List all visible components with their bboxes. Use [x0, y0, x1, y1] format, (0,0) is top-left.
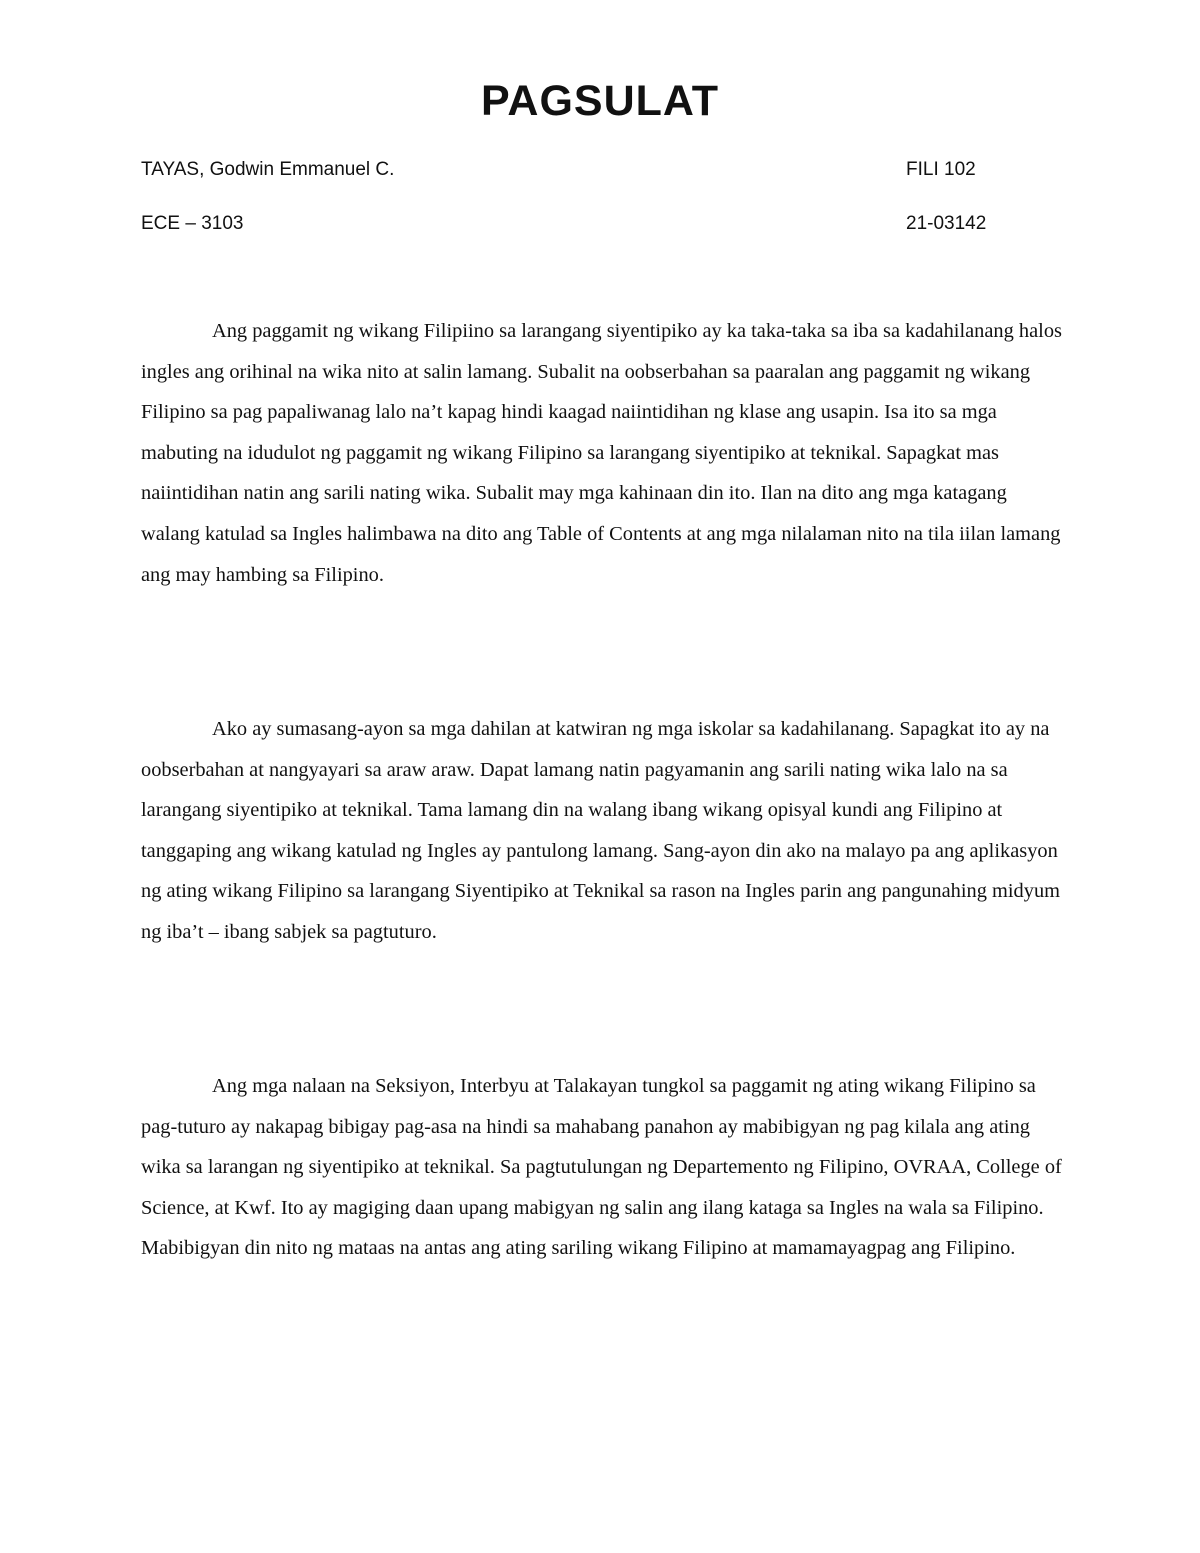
class-section: ECE – 3103 [141, 213, 244, 234]
paragraph-2: Ako ay sumasang-ayon sa mga dahilan at katwiran ng mga iskolar sa kadahilanang. Sapagkat ito ay na oobserbahan at nangyayari sa araw araw. Dapat lamang natin pagyamanin ang sarili nating wika lalo na sa larangang siyentipiko at teknikal. Tama lamang din na walang ibang wikang opisyal kundi ang Filipino at tanggaping ang wikang katulad ng Ingles ay pantulong lamang. Sang-ayon din ako na malayo pa ang aplikasyon ng ating wikang Filipino sa larangang Siyentipiko at Teknikal sa rason na Ingles parin ang pangunahing midyum ng iba’t – ibang sabjek sa pagtuturo. [141, 718, 1061, 943]
course-code: FILI 102 [906, 159, 976, 180]
student-number: 21-03142 [906, 213, 987, 234]
student-name: TAYAS, Godwin Emmanuel C. [141, 159, 395, 180]
document-title: PAGSULAT [480, 77, 720, 125]
paragraph-1: Ang paggamit ng wikang Filipiino sa larangang siyentipiko ay ka taka-taka sa iba sa kadahilanang halos ingles ang orihinal na wika nito at salin lamang. Subalit na oobserbahan sa paaralan ang paggamit ng wikang Filipino sa pag papaliwanag lalo na’t kapag hindi kaagad naiintidihan ng klase ang usapin. Isa ito sa mga mabuting na idudulot ng paggamit ng wikang Filipino sa larangang siyentipiko at teknikal. Sapagkat mas naiintidihan natin ang sarili nating wika. Subalit may mga kahinaan din ito. Ilan na dito ang mga katagang walang katulad sa Ingles halimbawa na dito ang Table of Contents at ang mga nilalaman nito na tila iilan lamang ang may hambing sa Filipino. [141, 320, 1062, 586]
paragraph-3: Ang mga nalaan na Seksiyon, Interbyu at Talakayan tungkol sa paggamit ng ating wikang Filipino sa pag-tuturo ay nakapag bibigay pag-asa na hindi sa mahabang panahon ay mabibigyan ng pag kilala ang ating wika sa larangan ng siyentipiko at teknikal. Sa pagtutulungan ng Departemento ng Filipino, OVRAA, College of Science, at Kwf. Ito ay magiging daan upang mabigyan ng salin ang ilang kataga sa Ingles na wala sa Filipino. Mabibigyan din nito ng mataas na antas ang ating sariling wikang Filipino at mamamayagpag ang Filipino. [141, 1075, 1062, 1260]
